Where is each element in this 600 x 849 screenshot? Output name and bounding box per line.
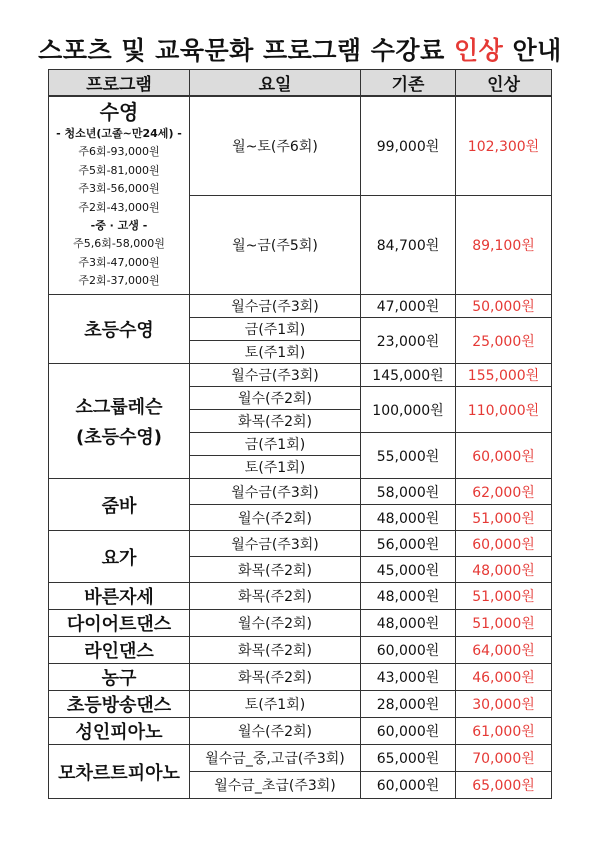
after-cell: 61,000원 — [456, 718, 552, 745]
swim-youth-1: 주6회-93,000원 — [78, 145, 160, 158]
table-row — [49, 583, 552, 610]
days-cell: 토(주1회) — [190, 456, 361, 479]
before-cell: 65,000원 — [361, 745, 456, 772]
after-cell: 102,300원 — [456, 96, 552, 196]
days-cell: 월수금(주3회) — [190, 295, 361, 318]
before-cell: 60,000원 — [361, 772, 456, 799]
before-cell: 60,000원 — [361, 718, 456, 745]
table-row — [49, 610, 552, 637]
table-row — [49, 745, 552, 772]
after-cell: 25,000원 — [456, 318, 552, 364]
header-after: 인상 — [456, 70, 552, 97]
days-cell: 월수(주2회) — [190, 610, 361, 637]
days-cell: 화목(주2회) — [190, 664, 361, 691]
program-name: 줌바 — [49, 479, 190, 531]
after-cell: 65,000원 — [456, 772, 552, 799]
table-row — [49, 364, 552, 387]
after-cell: 46,000원 — [456, 664, 552, 691]
before-cell: 84,700원 — [361, 196, 456, 295]
days-cell: 월수금(주3회) — [190, 364, 361, 387]
before-cell: 43,000원 — [361, 664, 456, 691]
swim-youth-label: - 청소년(고졸~만24세) - — [56, 127, 182, 140]
days-cell: 토(주1회) — [190, 691, 361, 718]
swim-middle-2: 주3회-47,000원 — [78, 255, 160, 269]
after-cell: 60,000원 — [456, 433, 552, 479]
table-row — [49, 295, 552, 318]
after-cell: 62,000원 — [456, 479, 552, 505]
before-cell: 28,000원 — [361, 691, 456, 718]
before-cell: 56,000원 — [361, 531, 456, 557]
small-group-name-2: (초등수영) — [75, 427, 162, 448]
header-days: 요일 — [190, 70, 361, 97]
swim-program-cell — [49, 96, 190, 295]
days-cell: 화목(주2회) — [190, 410, 361, 433]
swim-youth-2: 주5회-81,000원 — [78, 163, 160, 177]
days-cell: 월수금_초급(주3회) — [190, 772, 361, 799]
after-cell: 70,000원 — [456, 745, 552, 772]
days-cell: 금(주1회) — [190, 433, 361, 456]
title-main: 스포츠 및 교육문화 프로그램 수강료 — [38, 36, 445, 65]
before-cell: 23,000원 — [361, 318, 456, 364]
program-name: 바른자세 — [49, 583, 190, 610]
after-cell: 64,000원 — [456, 637, 552, 664]
swim-youth-3: 주3회-56,000원 — [78, 182, 160, 195]
table-header-row — [49, 70, 552, 97]
before-cell: 100,000원 — [361, 387, 456, 433]
swim-middle-1: 주5,6회-58,000원 — [73, 237, 165, 250]
swim-youth-4: 주2회-43,000원 — [78, 200, 160, 214]
program-name: 농구 — [49, 664, 190, 691]
header-program: 프로그램 — [49, 70, 190, 97]
before-cell: 55,000원 — [361, 433, 456, 479]
swim-middle-label: -중 · 고생 - — [90, 219, 148, 232]
program-name: 다이어트댄스 — [49, 610, 190, 637]
after-cell: 50,000원 — [456, 295, 552, 318]
table-row — [49, 691, 552, 718]
before-cell: 47,000원 — [361, 295, 456, 318]
swim-middle-3: 주2회-37,000원 — [78, 274, 160, 287]
before-cell: 145,000원 — [361, 364, 456, 387]
after-cell: 51,000원 — [456, 610, 552, 637]
before-cell: 45,000원 — [361, 557, 456, 583]
after-cell: 48,000원 — [456, 557, 552, 583]
after-cell: 155,000원 — [456, 364, 552, 387]
after-cell: 51,000원 — [456, 583, 552, 610]
table-row — [49, 96, 552, 196]
days-cell: 월수금(주3회) — [190, 531, 361, 557]
days-cell: 금(주1회) — [190, 318, 361, 341]
program-name: 초등수영 — [49, 295, 190, 364]
before-cell: 58,000원 — [361, 479, 456, 505]
program-name: 성인피아노 — [49, 718, 190, 745]
title-suffix: 안내 — [512, 36, 562, 65]
days-cell: 월수(주2회) — [190, 718, 361, 745]
after-cell: 30,000원 — [456, 691, 552, 718]
program-name — [49, 364, 190, 479]
days-cell: 월수금(주3회) — [190, 479, 361, 505]
days-cell: 월수(주2회) — [190, 505, 361, 531]
days-cell: 화목(주2회) — [190, 583, 361, 610]
page-title — [0, 36, 600, 66]
program-name: 라인댄스 — [49, 637, 190, 664]
days-cell: 화목(주2회) — [190, 637, 361, 664]
small-group-name-1: 소그룹레슨 — [75, 397, 163, 418]
after-cell: 60,000원 — [456, 531, 552, 557]
table-row — [49, 531, 552, 557]
title-highlight: 인상 — [453, 36, 504, 65]
header-before: 기존 — [361, 70, 456, 97]
after-cell: 51,000원 — [456, 505, 552, 531]
program-name: 초등방송댄스 — [49, 691, 190, 718]
table-row — [49, 479, 552, 505]
program-name: 요가 — [49, 531, 190, 583]
days-cell: 월~토(주6회) — [190, 96, 361, 196]
before-cell: 48,000원 — [361, 610, 456, 637]
fee-table — [48, 69, 552, 799]
table-row — [49, 637, 552, 664]
after-cell: 110,000원 — [456, 387, 552, 433]
days-cell: 토(주1회) — [190, 341, 361, 364]
before-cell: 99,000원 — [361, 96, 456, 196]
before-cell: 48,000원 — [361, 505, 456, 531]
before-cell: 60,000원 — [361, 637, 456, 664]
days-cell: 월수금_중,고급(주3회) — [190, 745, 361, 772]
before-cell: 48,000원 — [361, 583, 456, 610]
table-row — [49, 718, 552, 745]
after-cell: 89,100원 — [456, 196, 552, 295]
days-cell: 화목(주2회) — [190, 557, 361, 583]
days-cell: 월~금(주5회) — [190, 196, 361, 295]
days-cell: 월수(주2회) — [190, 387, 361, 410]
table-row — [49, 664, 552, 691]
program-name: 모차르트피아노 — [49, 745, 190, 799]
swim-name: 수영 — [99, 100, 139, 124]
